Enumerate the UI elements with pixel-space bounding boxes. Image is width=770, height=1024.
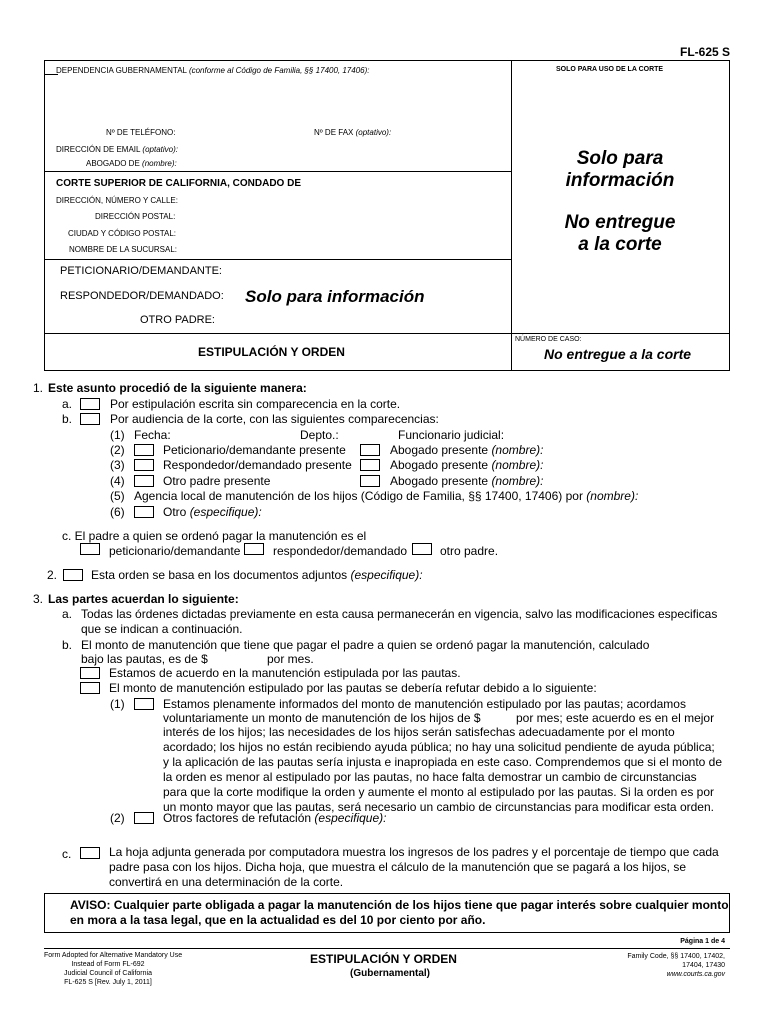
payor-other-checkbox[interactable] <box>412 543 432 555</box>
s3b-letter: b. <box>62 638 73 652</box>
petitioner-attorney-text: Abogado presente (nombre): <box>390 443 544 457</box>
petitioner-label: PETICIONARIO/DEMANDANTE: <box>60 265 222 277</box>
s3a-text: Todas las órdenes dictadas previamente en esta causa permanecerán en vigencia, salvo las modificaciones especificas que se indican a continuación. <box>81 607 718 636</box>
footer-right: Family Code, §§ 17400, 17402, 17404, 17430 www.courts.ca.gov <box>627 953 725 978</box>
agency-present-text: Agencia local de manutención de los hijos (Código de Familia, §§ 17400, 17406) por (nombre): <box>134 489 639 503</box>
doc-title: ESTIPULACIÓN Y ORDEN <box>198 345 345 359</box>
other-appearance-checkbox[interactable] <box>134 506 154 518</box>
info-only-stamp: Solo para información <box>245 287 425 306</box>
s2-text: Esta orden se basa en los documentos adjuntos (especifique): <box>91 568 423 582</box>
s1b5-num: (5) <box>110 489 125 503</box>
other-appearance-text: Otro (especifique): <box>163 505 262 519</box>
other-parent-attorney-text: Abogado presente (nombre): <box>390 474 544 488</box>
notice-line1: AVISO: Cualquier parte obligada a pagar la manutención de los hijos tiene que pagar interés sobre cualquier monto <box>70 898 729 912</box>
footer-title: ESTIPULACIÓN Y ORDEN <box>310 952 457 966</box>
s1b3-num: (3) <box>110 458 125 472</box>
s1-title: Este asunto procedió de la siguiente manera: <box>48 381 307 395</box>
respondent-label: RESPONDEDOR/DEMANDADO: <box>60 290 224 302</box>
attorney-label: ABOGADO DE (nombre): <box>86 159 177 168</box>
r1-checkbox[interactable] <box>134 698 154 710</box>
s1a-letter: a. <box>62 397 73 411</box>
s1a-checkbox[interactable] <box>80 398 100 410</box>
agree-guideline-checkbox[interactable] <box>80 667 100 679</box>
rebut-guideline-checkbox[interactable] <box>80 682 100 694</box>
payor-petitioner-text: peticionario/demandante <box>109 544 241 558</box>
petitioner-present-checkbox[interactable] <box>134 444 154 456</box>
footer-left: Form Adopted for Alternative Mandatory Use Instead of Form FL-692 Judicial Council of California FL-625 S [Rev. July 1, 2011] <box>44 952 183 986</box>
city-label: CIUDAD Y CÓDIGO POSTAL: <box>68 229 177 238</box>
s3c-letter: c. <box>62 847 72 861</box>
phone-label: Nº DE TELÉFONO: <box>106 128 176 137</box>
s3a-letter: a. <box>62 607 73 621</box>
s3c-checkbox[interactable] <box>80 847 100 859</box>
case-stamp: No entregue a la corte <box>544 346 692 362</box>
other-parent-attorney-checkbox[interactable] <box>360 475 380 487</box>
r1-rest: interés de los hijos; las necesidades de los hijos serán satisfechas adecuadamente por el monto acordado; los hijos no están recibiendo ayuda pública; no hay una solicitud pendiente de ayuda pública; y la aplicación de las pautas sería injusta e inapropiada en este caso. Comprendemos que si el monto de la orden es menor al estipulado por las pautas, no hace falta demostrar un cambio de circunstancias para que la corte modifique la orden y aumente el monto al estipulado por las pautas. Si la orden es por un monto mayor que las pautas, será necesario un cambio de circunstancias para modificar esta orden. <box>163 725 723 814</box>
r1-line1: Estamos plenamente informados del monto de manutención estipulado por las pautas; acordamos <box>163 697 686 711</box>
respondent-present-text: Respondedor/demandado presente <box>163 458 352 472</box>
payor-respondent-text: respondedor/demandado <box>273 544 408 558</box>
r1-line2b: por mes; este acuerdo es en el mejor <box>516 711 715 725</box>
rebut-guideline-text: El monto de manutención estipulado por las pautas se debería refutar debido a lo siguiente: <box>109 681 597 695</box>
agree-guideline-text: Estamos de acuerdo en la manutención estipulada por las pautas. <box>109 666 461 680</box>
branch-label: NOMBRE DE LA SUCURSAL: <box>69 245 178 254</box>
s1b2-num: (2) <box>110 443 125 457</box>
petitioner-present-text: Peticionario/demandante presente <box>163 443 346 457</box>
r2-num: (2) <box>110 811 125 825</box>
form-id: FL-625 S <box>679 45 730 59</box>
s2-checkbox[interactable] <box>63 569 83 581</box>
s1b-text: Por audiencia de la corte, con las siguientes comparecencias: <box>110 412 439 426</box>
payor-other-text: otro padre. <box>440 544 499 558</box>
s3b-line1: El monto de manutención que tiene que pagar el padre a quien se ordenó pagar la manutención, calculado <box>81 638 650 652</box>
s3c-text: La hoja adjunta generada por computadora muestra los ingresos de los padres y el porcentaje de tiempo que cada padre pasa con los hijos. Dicha hoja, que muestra el cálculo de la manutención que se pagará a los hijos, se convertirá en una determinación de la corte. <box>109 845 719 889</box>
s3-title: Las partes acuerdan lo siguiente: <box>48 592 239 606</box>
s3-num: 3. <box>33 592 44 606</box>
s1b4-num: (4) <box>110 474 125 488</box>
judicial-officer-label: Funcionario judicial: <box>398 428 505 442</box>
notice-line2: en mora a la tasa legal, que en la actualidad es del 10 por ciento por año. <box>70 913 486 927</box>
s1-num: 1. <box>33 381 44 395</box>
s1b-letter: b. <box>62 412 73 426</box>
case-number-label: NÚMERO DE CASO: <box>515 336 582 343</box>
s3b-line2: bajo las pautas, es de $ <box>81 652 208 666</box>
other-parent-label: OTRO PADRE: <box>140 314 215 326</box>
r2-text: Otros factores de refutación (especifique): <box>163 811 387 825</box>
other-parent-present-checkbox[interactable] <box>134 475 154 487</box>
email-label: DIRECCIÓN DE EMAIL (optativo): <box>56 145 178 154</box>
s1a-text: Por estipulación escrita sin comparecencia en la corte. <box>110 397 401 411</box>
court-title: CORTE SUPERIOR DE CALIFORNIA, CONDADO DE <box>56 178 302 189</box>
r1-line2a: voluntariamente un monto de manutención de los hijos de $ <box>163 711 481 725</box>
petitioner-attorney-checkbox[interactable] <box>360 444 380 456</box>
do-not-file-stamp: No entregue a la corte <box>564 212 676 255</box>
payor-petitioner-checkbox[interactable] <box>80 543 100 555</box>
s1c-text: c. El padre a quien se ordenó pagar la manutención es el <box>62 529 367 543</box>
payor-respondent-checkbox[interactable] <box>244 543 264 555</box>
fecha-label: Fecha: <box>134 428 171 442</box>
court-use-label: SOLO PARA USO DE LA CORTE <box>556 66 664 73</box>
fax-label: Nº DE FAX (optativo): <box>314 128 392 137</box>
r2-checkbox[interactable] <box>134 812 154 824</box>
info-stamp: Solo para información <box>565 148 675 191</box>
s3b-per-month: por mes. <box>267 652 314 666</box>
r1-num: (1) <box>110 697 125 711</box>
agency-label: DEPENDENCIA GUBERNAMENTAL (conforme al Código de Familia, §§ 17400, 17406): <box>56 66 370 75</box>
depto-label: Depto.: <box>300 428 339 442</box>
s1b1-num: (1) <box>110 428 125 442</box>
footer-subtitle: (Gubernamental) <box>350 968 431 979</box>
other-parent-present-text: Otro padre presente <box>163 474 271 488</box>
s2-num: 2. <box>47 568 58 582</box>
page-number: Página 1 de 4 <box>680 938 725 945</box>
respondent-attorney-checkbox[interactable] <box>360 459 380 471</box>
respondent-present-checkbox[interactable] <box>134 459 154 471</box>
s1b6-num: (6) <box>110 505 125 519</box>
s1b-checkbox[interactable] <box>80 413 100 425</box>
street-label: DIRECCIÓN, NÚMERO Y CALLE: <box>56 196 178 205</box>
respondent-attorney-text: Abogado presente (nombre): <box>390 458 544 472</box>
mailing-label: DIRECCIÓN POSTAL: <box>95 212 176 221</box>
